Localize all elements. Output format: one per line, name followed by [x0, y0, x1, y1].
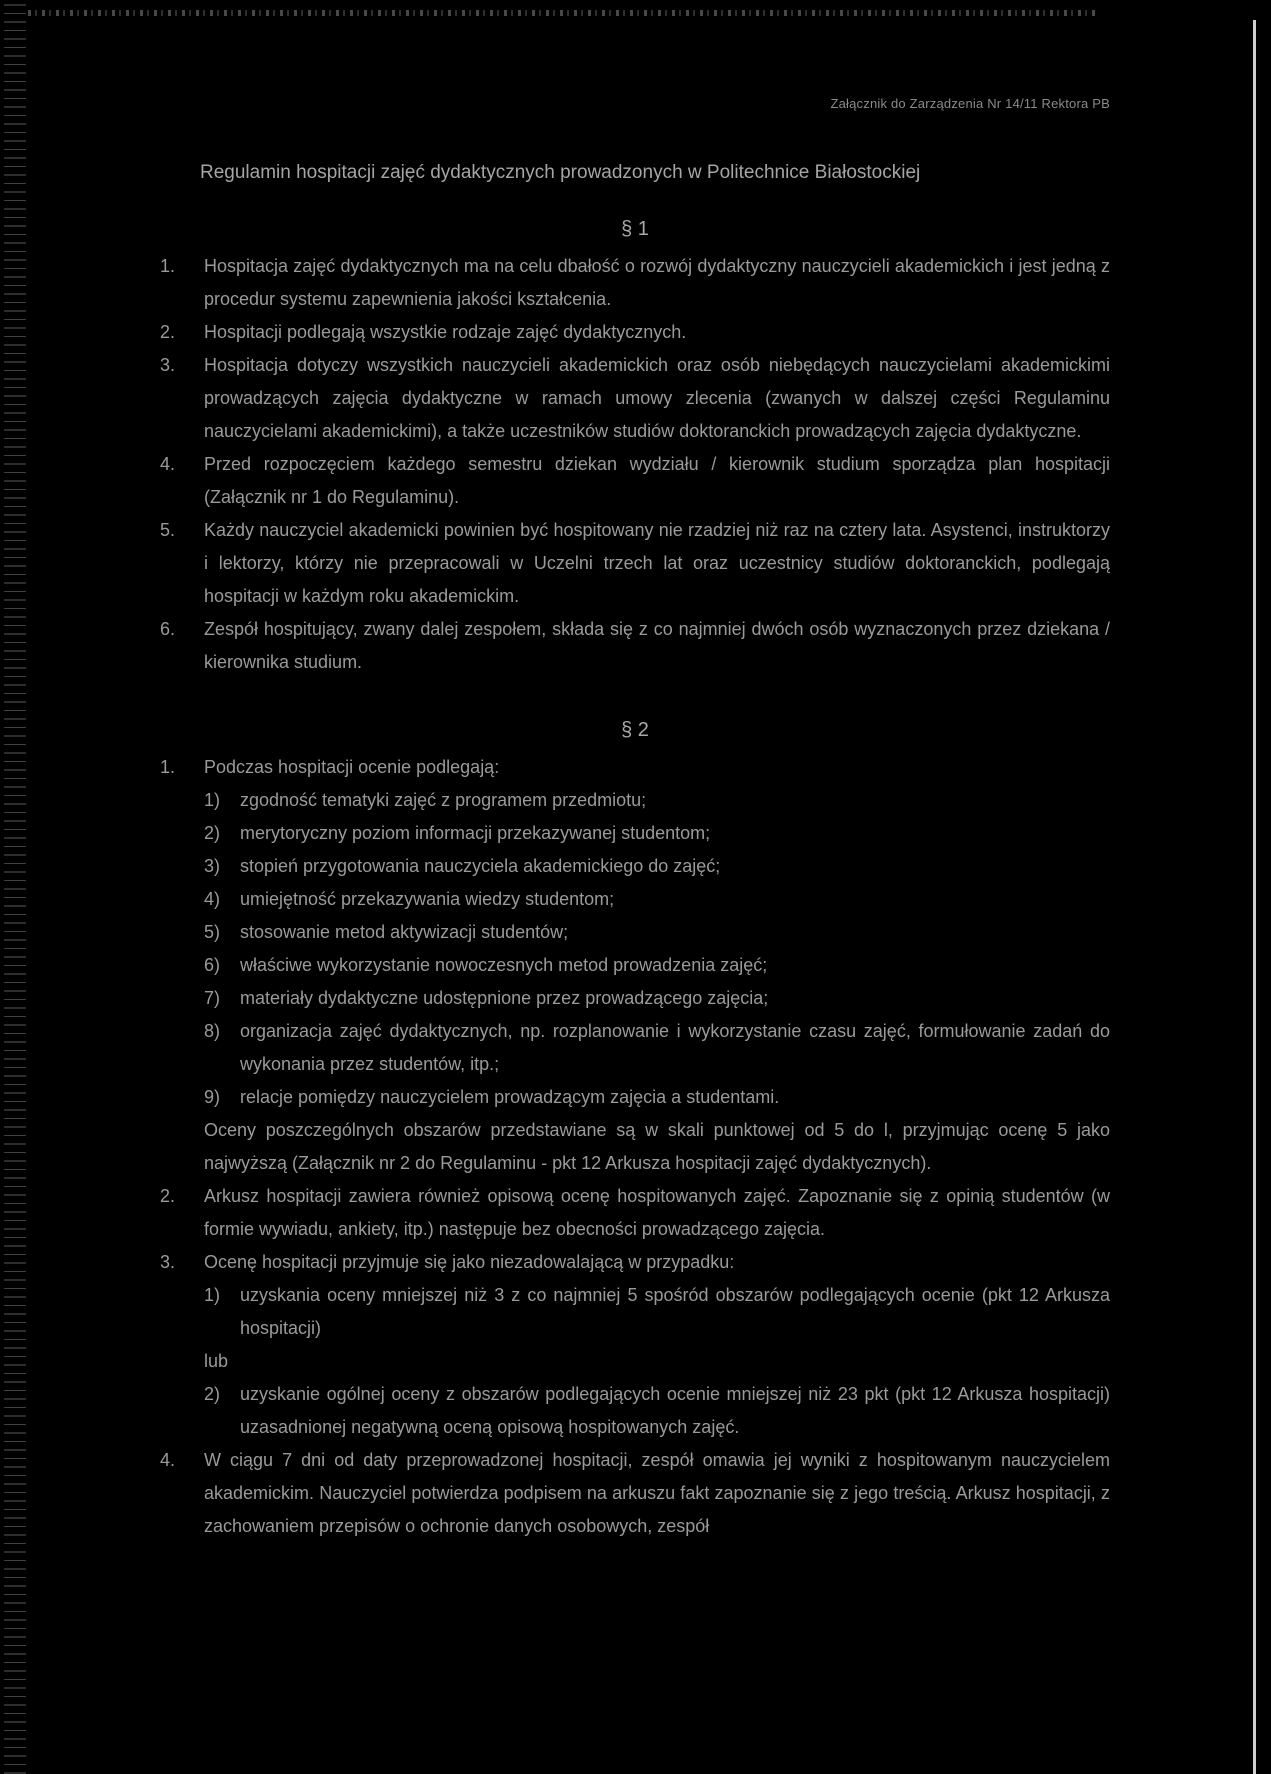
- condition-item: [204, 1279, 1110, 1345]
- item-number: 3.: [160, 1252, 176, 1272]
- criterion-item: [204, 784, 1110, 817]
- item-text: Zespół hospitujący, zwany dalej zespołem, składa się z co najmniej dwóch osób wyznaczonych przez dziekana / kierownika studium.: [204, 619, 1110, 672]
- criterion-number: 9): [204, 1087, 221, 1107]
- item-number: 4.: [160, 1450, 176, 1470]
- item-number: 2.: [160, 322, 176, 342]
- grading-scale-note: Oceny poszczególnych obszarów przedstawiane są w skali punktowej od 5 do l, przyjmując ocenę 5 jako najwyższą (Załącznik nr 2 do Regulaminu - pkt 12 Arkusza hospitacji zajęć dydaktycznych).: [204, 1120, 1110, 1173]
- condition-connector: lub: [204, 1351, 229, 1371]
- section-1-item: [160, 514, 1110, 613]
- criterion-item: [204, 1015, 1110, 1081]
- criterion-text: materiały dydaktyczne udostępnione przez prowadzącego zajęcia;: [240, 988, 769, 1008]
- criterion-number: 8): [204, 1021, 221, 1041]
- condition-number: 1): [204, 1285, 221, 1305]
- item-number: 4.: [160, 454, 176, 474]
- criterion-number: 1): [204, 790, 221, 810]
- section-1-list: [160, 250, 1110, 679]
- item-intro: Ocenę hospitacji przyjmuje się jako niezadowalającą w przypadku:: [204, 1252, 735, 1272]
- scan-edge-right: [1253, 20, 1256, 1774]
- section-1-item: [160, 448, 1110, 514]
- item-number: 6.: [160, 619, 176, 639]
- criterion-text: merytoryczny poziom informacji przekazywanej studentom;: [240, 823, 711, 843]
- item-text: Każdy nauczyciel akademicki powinien być hospitowany nie rzadziej niż raz na cztery lata. Asystenci, instruktorzy i lektorzy, którzy nie przepracowali w Uczelni trzech lat oraz uczestnicy studiów doktoranckich, podlegają hospitacji w każdym roku akademickim.: [204, 520, 1110, 606]
- assessment-criteria-list: [204, 784, 1110, 1114]
- section-2-item-3: [160, 1246, 1110, 1444]
- section-2-heading: § 2: [621, 719, 649, 741]
- criterion-text: stosowanie metod aktywizacji studentów;: [240, 922, 569, 942]
- criterion-text: organizacja zajęć dydaktycznych, np. rozplanowanie i wykorzystanie czasu zajęć, formułowanie zadań do wykonania przez studentów, itp.;: [240, 1021, 1110, 1074]
- criterion-item: [204, 1081, 1110, 1114]
- section-1-item: [160, 349, 1110, 448]
- attachment-note: Załącznik do Zarządzenia Nr 14/11 Rektora PB: [830, 96, 1110, 111]
- item-text: Hospitacja zajęć dydaktycznych ma na celu dbałość o rozwój dydaktyczny nauczycieli akademickich i jest jedną z procedur systemu zapewnienia jakości kształcenia.: [204, 256, 1110, 309]
- scan-edge-left: [4, 0, 26, 1774]
- section-2-item-2: [160, 1180, 1110, 1246]
- item-text: W ciągu 7 dni od daty przeprowadzonej hospitacji, zespół omawia jej wyniki z hospitowanym nauczycielem akademickim. Nauczyciel potwierdza podpisem na arkuszu fakt zapoznanie się z jego treścią. Arkusz hospitacji, z zachowaniem przepisów o ochronie danych osobowych, zespół: [204, 1450, 1110, 1536]
- item-number: 1.: [160, 256, 176, 276]
- criterion-item: [204, 949, 1110, 982]
- criterion-text: relacje pomiędzy nauczycielem prowadzącym zajęcia a studentami.: [240, 1087, 780, 1107]
- criterion-number: 2): [204, 823, 221, 843]
- item-text: Przed rozpoczęciem każdego semestru dziekan wydziału / kierownik studium sporządza plan hospitacji (Załącznik nr 1 do Regulaminu).: [204, 454, 1110, 507]
- criterion-text: właściwe wykorzystanie nowoczesnych metod prowadzenia zajęć;: [240, 955, 768, 975]
- item-text: Hospitacja dotyczy wszystkich nauczycieli akademickich oraz osób niebędących nauczycielami akademickimi prowadzących zajęcia dydaktyczne w ramach umowy zlecenia (zwanych w dalszej części Regulaminu nauczycielami akademickimi), a także uczestników studiów doktoranckich prowadzących zajęcia dydaktyczne.: [204, 355, 1110, 441]
- condition-text: uzyskania oceny mniejszej niż 3 z co najmniej 5 spośród obszarów podlegających ocenie (pkt 12 Arkusza hospitacji): [240, 1285, 1110, 1338]
- criterion-number: 7): [204, 988, 221, 1008]
- criterion-number: 6): [204, 955, 221, 975]
- section-1-item: [160, 250, 1110, 316]
- criterion-item: [204, 916, 1110, 949]
- criterion-number: 3): [204, 856, 221, 876]
- item-intro: Podczas hospitacji ocenie podlegają:: [204, 757, 500, 777]
- section-1-item: [160, 613, 1110, 679]
- criterion-text: umiejętność przekazywania wiedzy studentom;: [240, 889, 615, 909]
- criterion-number: 5): [204, 922, 221, 942]
- scan-edge-top: [28, 10, 1098, 16]
- section-2-list: [160, 751, 1110, 1543]
- item-text: Hospitacji podlegają wszystkie rodzaje zajęć dydaktycznych.: [204, 322, 687, 342]
- section-1-item: [160, 316, 1110, 349]
- criterion-text: stopień przygotowania nauczyciela akademickiego do zajęć;: [240, 856, 721, 876]
- criterion-number: 4): [204, 889, 221, 909]
- condition-text: uzyskanie ogólnej oceny z obszarów podlegających ocenie mniejszej niż 23 pkt (pkt 12 Arkusza hospitacji) uzasadnionej negatywną oceną opisową hospitowanych zajęć.: [240, 1384, 1110, 1437]
- document-title: Regulamin hospitacji zajęć dydaktycznych prowadzonych w Politechnice Białostockiej: [200, 162, 921, 183]
- section-1-heading: § 1: [621, 218, 649, 240]
- criterion-item: [204, 817, 1110, 850]
- document-page: [160, 96, 1110, 1543]
- item-number: 2.: [160, 1186, 176, 1206]
- item-number: 1.: [160, 757, 176, 777]
- item-number: 5.: [160, 520, 176, 540]
- condition-number: 2): [204, 1384, 221, 1404]
- criterion-item: [204, 982, 1110, 1015]
- item-number: 3.: [160, 355, 176, 375]
- criterion-item: [204, 883, 1110, 916]
- item-text: Arkusz hospitacji zawiera również opisową ocenę hospitowanych zajęć. Zapoznanie się z opinią studentów (w formie wywiadu, ankiety, itp.) następuje bez obecności prowadzącego zajęcia.: [204, 1186, 1110, 1239]
- section-2-item-4: [160, 1444, 1110, 1543]
- criterion-item: [204, 850, 1110, 883]
- section-2-item-1: [160, 751, 1110, 1180]
- criterion-text: zgodność tematyki zajęć z programem przedmiotu;: [240, 790, 647, 810]
- condition-item: [204, 1378, 1110, 1444]
